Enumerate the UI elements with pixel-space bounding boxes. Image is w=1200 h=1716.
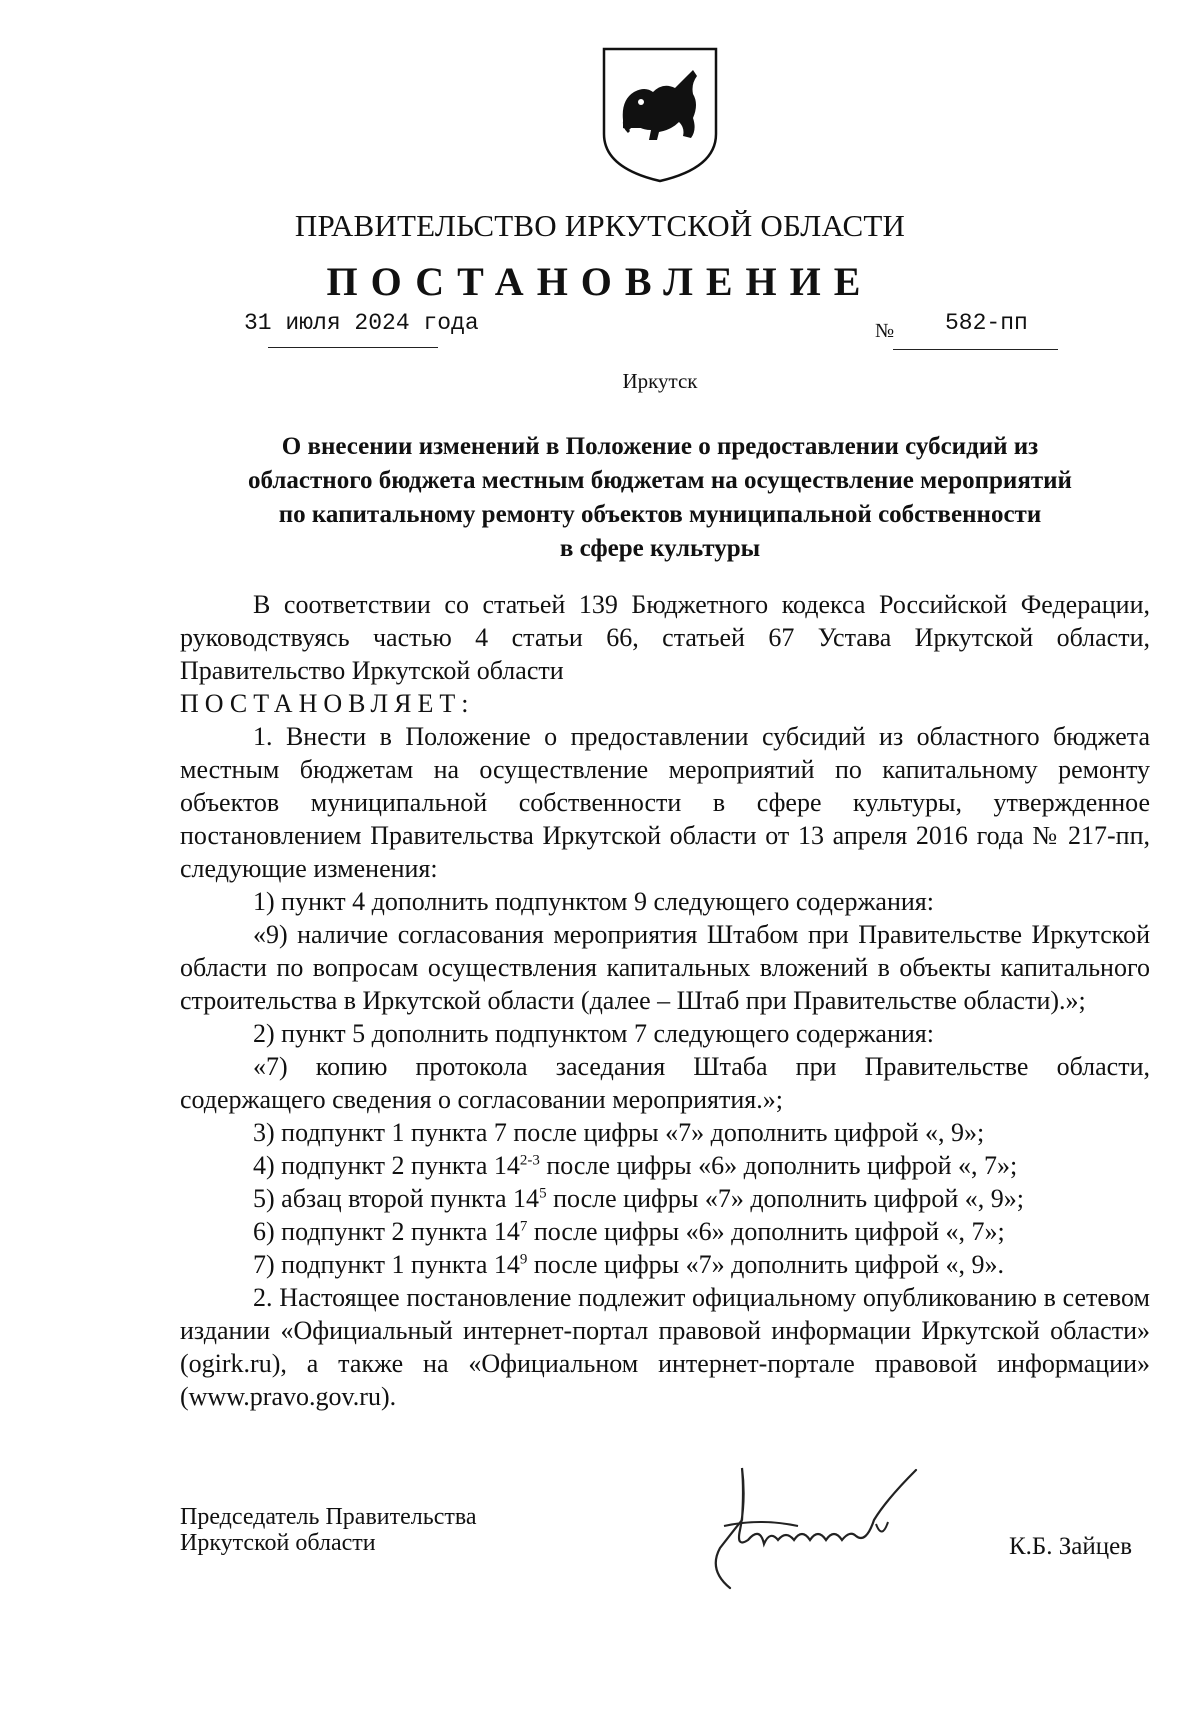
document-title <box>180 430 1140 566</box>
subitem-4-paragraph: 4) подпункт 2 пункта 14$^{2-3}$ после цифры «6» дополнить цифрой «, 7»; <box>253 1151 1018 1180</box>
subitem-5-paragraph: 5) абзац второй пункта $14^5$ после цифры «7» дополнить цифрой «, 9»; <box>253 1184 1024 1213</box>
title-line: в сфере культуры <box>559 535 761 562</box>
position-line: Иркутской области <box>180 1530 376 1556</box>
document-type: ПОСТАНОВЛЕНИЕ <box>326 259 874 304</box>
subitem-2-paragraph: 2) пункт 5 дополнить подпунктом 7 следующего содержания: <box>253 1019 934 1048</box>
title-line: по капитальному ремонту объектов муниципальной собственности <box>278 501 1042 528</box>
subitem-1-text: «9) наличие согласования мероприятия Штабом при Правительстве Иркутской области по вопросам осуществления капитальных вложений в объекты капитального строительства в Иркутской области (далее – Штаб при Правительстве области).»; <box>180 920 1150 1015</box>
date-underline <box>268 347 438 348</box>
item-2-paragraph: 2. Настоящее постановление подлежит официальному опубликованию в сетевом издании «Официальный интернет-портал правовой информации Иркутской области» (ogirk.ru), а также на «Официальном интернет-портале правовой информации» (www.pravo.gov.ru). <box>180 1283 1150 1411</box>
document-body <box>180 588 1150 1413</box>
number-sign: № <box>875 320 895 342</box>
title-line: областного бюджета местным бюджетам на осуществление мероприятий <box>248 467 1072 494</box>
handwritten-signature-icon <box>690 1460 960 1600</box>
title-line: О внесении изменений в Положение о предоставлении субсидий из <box>281 433 1039 460</box>
subitem-6-paragraph: 6) подпункт 2 пункта $14^7$ после цифры «6» дополнить цифрой «, 7»; <box>253 1217 1005 1246</box>
subitem-2-text: «7) копию протокола заседания Штаба при Правительстве области, содержащего сведения о согласовании мероприятия.»; <box>180 1052 1150 1114</box>
number-underline <box>893 349 1058 350</box>
item-1-paragraph: 1. Внести в Положение о предоставлении субсидий из областного бюджета местным бюджетам на осуществление мероприятий по капитальному ремонту объектов муниципальной собственности в сфере культуры, утвержденное постановлением Правительства Иркутской области от 13 апреля 2016 года № 217-пп, следующие изменения: <box>180 722 1150 883</box>
city-name: Иркутск <box>622 369 698 393</box>
position-line: Председатель Правительства <box>180 1504 477 1530</box>
irkutsk-coat-of-arms-icon <box>601 46 719 184</box>
government-name: ПРАВИТЕЛЬСТВО ИРКУТСКОЙ ОБЛАСТИ <box>294 208 906 243</box>
signatory-name: К.Б. Зайцев <box>1009 1533 1133 1560</box>
subitem-3-paragraph: 3) подпункт 1 пункта 7 после цифры «7» дополнить цифрой «, 9»; <box>253 1118 985 1147</box>
resolves-heading: ПОСТАНОВЛЯЕТ: <box>180 689 475 718</box>
subitem-1-paragraph: 1) пункт 4 дополнить подпунктом 9 следующего содержания: <box>253 887 934 916</box>
document-number: 582-пп <box>945 310 1028 336</box>
signatory-position <box>180 1504 477 1556</box>
preamble-paragraph: В соответствии со статьей 139 Бюджетного кодекса Российской Федерации, руководствуясь частью 4 статьи 66, статьей 67 Устава Иркутской области, Правительство Иркутской области <box>180 590 1150 685</box>
document-date: 31 июля 2024 года <box>244 310 479 336</box>
subitem-7-paragraph: 7) подпункт 1 пункта $14^9$ после цифры «7» дополнить цифрой «, 9». <box>253 1250 1005 1279</box>
